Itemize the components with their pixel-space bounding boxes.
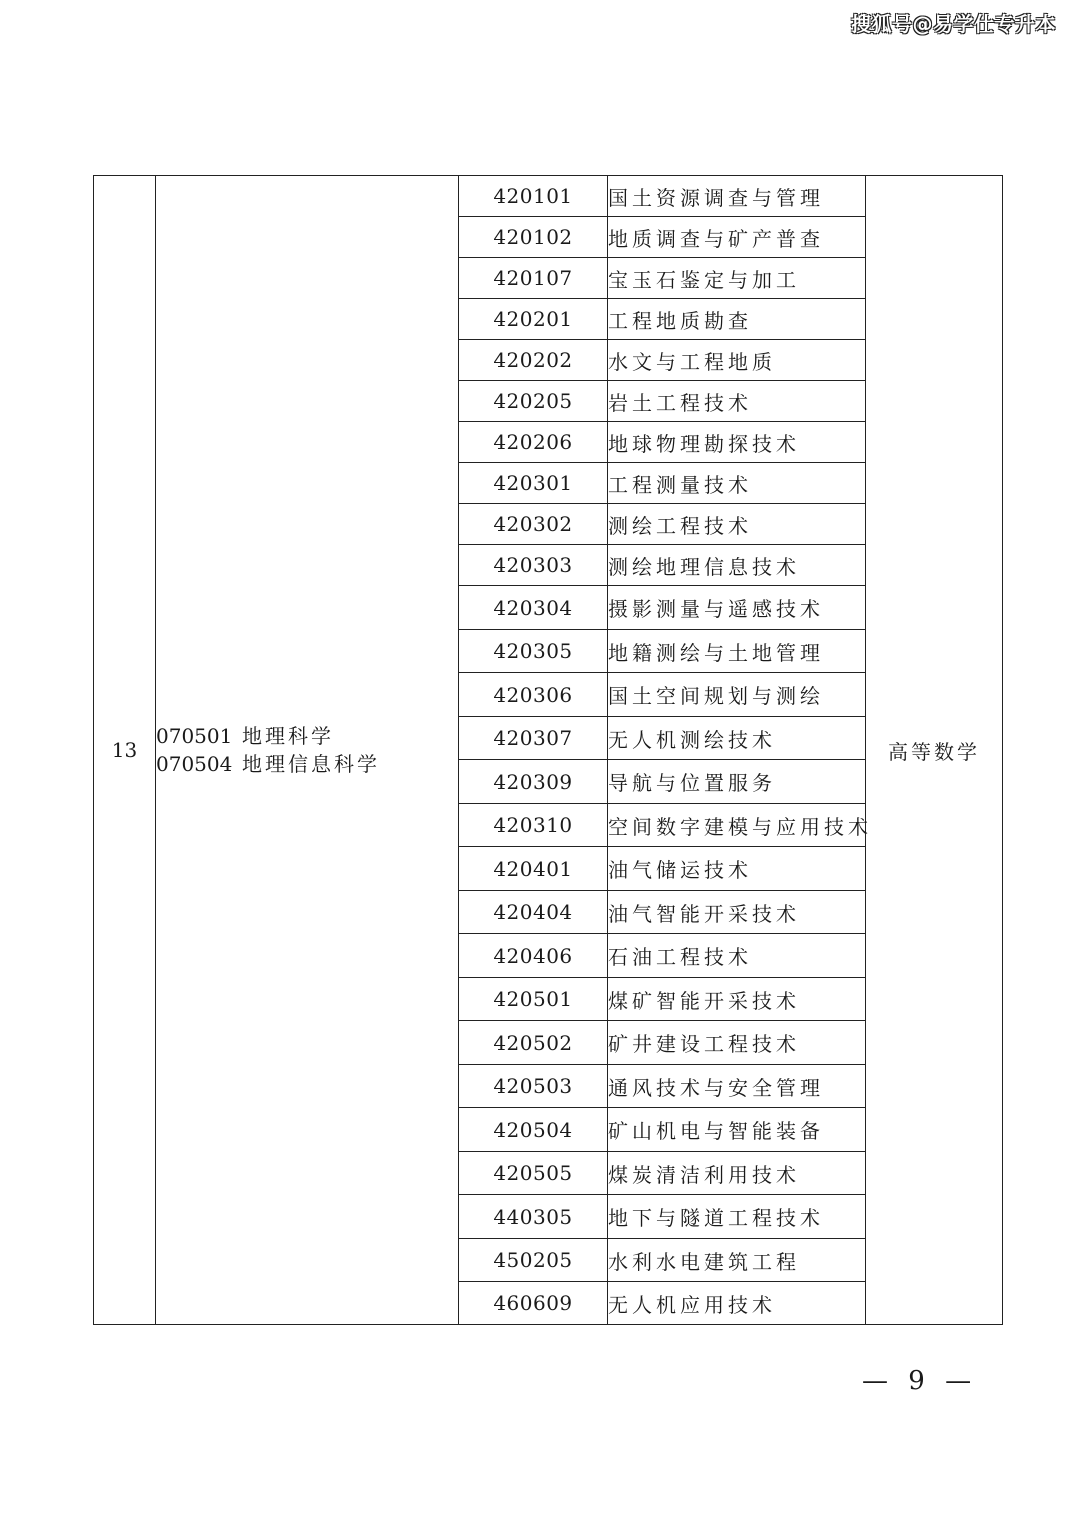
major-item bbox=[156, 722, 458, 750]
program-name: 矿山机电与智能装备 bbox=[608, 1108, 866, 1152]
program-code: 420310 bbox=[459, 804, 608, 847]
program-name: 石油工程技术 bbox=[608, 934, 866, 978]
program-name: 测绘地理信息技术 bbox=[608, 545, 866, 586]
major-name: 地理信息科学 bbox=[242, 752, 380, 776]
program-code: 420503 bbox=[459, 1065, 608, 1108]
program-code: 420202 bbox=[459, 340, 608, 381]
program-name: 宝玉石鉴定与加工 bbox=[608, 258, 866, 299]
program-code: 420401 bbox=[459, 847, 608, 891]
exam-subject: 高等数学 bbox=[866, 176, 1003, 1325]
program-name: 水文与工程地质 bbox=[608, 340, 866, 381]
major-name: 地理科学 bbox=[242, 724, 334, 748]
program-code: 420501 bbox=[459, 978, 608, 1021]
program-name: 测绘工程技术 bbox=[608, 504, 866, 545]
program-name: 国土空间规划与测绘 bbox=[608, 673, 866, 717]
major-code: 070501 bbox=[156, 724, 233, 748]
program-name: 地下与隧道工程技术 bbox=[608, 1195, 866, 1239]
program-name: 通风技术与安全管理 bbox=[608, 1065, 866, 1108]
major-item bbox=[156, 750, 458, 778]
program-code: 450205 bbox=[459, 1239, 608, 1282]
program-code: 420505 bbox=[459, 1152, 608, 1195]
program-code: 420502 bbox=[459, 1021, 608, 1065]
program-name: 地球物理勘探技术 bbox=[608, 422, 866, 463]
program-code: 420201 bbox=[459, 299, 608, 340]
program-code: 420305 bbox=[459, 630, 608, 673]
program-code: 440305 bbox=[459, 1195, 608, 1239]
program-code: 420504 bbox=[459, 1108, 608, 1152]
program-name: 导航与位置服务 bbox=[608, 760, 866, 804]
program-code: 420304 bbox=[459, 586, 608, 630]
program-name: 摄影测量与遥感技术 bbox=[608, 586, 866, 630]
program-name: 水利水电建筑工程 bbox=[608, 1239, 866, 1282]
program-name: 煤矿智能开采技术 bbox=[608, 978, 866, 1021]
program-code: 420102 bbox=[459, 217, 608, 258]
program-name: 油气智能开采技术 bbox=[608, 891, 866, 934]
program-code: 420307 bbox=[459, 717, 608, 760]
program-code: 420309 bbox=[459, 760, 608, 804]
program-name: 岩土工程技术 bbox=[608, 381, 866, 422]
program-name: 国土资源调查与管理 bbox=[608, 176, 866, 217]
program-name: 无人机测绘技术 bbox=[608, 717, 866, 760]
program-code: 460609 bbox=[459, 1282, 608, 1325]
undergrad-majors bbox=[156, 176, 459, 1325]
program-code: 420404 bbox=[459, 891, 608, 934]
program-name: 地籍测绘与土地管理 bbox=[608, 630, 866, 673]
program-code: 420301 bbox=[459, 463, 608, 504]
table-row bbox=[94, 176, 1003, 217]
program-code: 420205 bbox=[459, 381, 608, 422]
program-name: 无人机应用技术 bbox=[608, 1282, 866, 1325]
major-code: 070504 bbox=[156, 752, 233, 776]
program-code: 420406 bbox=[459, 934, 608, 978]
program-code: 420107 bbox=[459, 258, 608, 299]
program-name: 地质调查与矿产普查 bbox=[608, 217, 866, 258]
row-index: 13 bbox=[94, 176, 156, 1325]
program-name: 矿井建设工程技术 bbox=[608, 1021, 866, 1065]
program-name: 煤炭清洁利用技术 bbox=[608, 1152, 866, 1195]
program-name: 空间数字建模与应用技术 bbox=[608, 804, 866, 847]
program-code: 420302 bbox=[459, 504, 608, 545]
program-name: 油气储运技术 bbox=[608, 847, 866, 891]
program-code: 420306 bbox=[459, 673, 608, 717]
program-table bbox=[93, 175, 1003, 1325]
page-number: — 9 — bbox=[862, 1366, 978, 1396]
program-name: 工程地质勘查 bbox=[608, 299, 866, 340]
program-code: 420303 bbox=[459, 545, 608, 586]
program-code: 420206 bbox=[459, 422, 608, 463]
program-name: 工程测量技术 bbox=[608, 463, 866, 504]
watermark: 搜狐号@易学仕专升本 bbox=[851, 12, 1056, 36]
program-code: 420101 bbox=[459, 176, 608, 217]
